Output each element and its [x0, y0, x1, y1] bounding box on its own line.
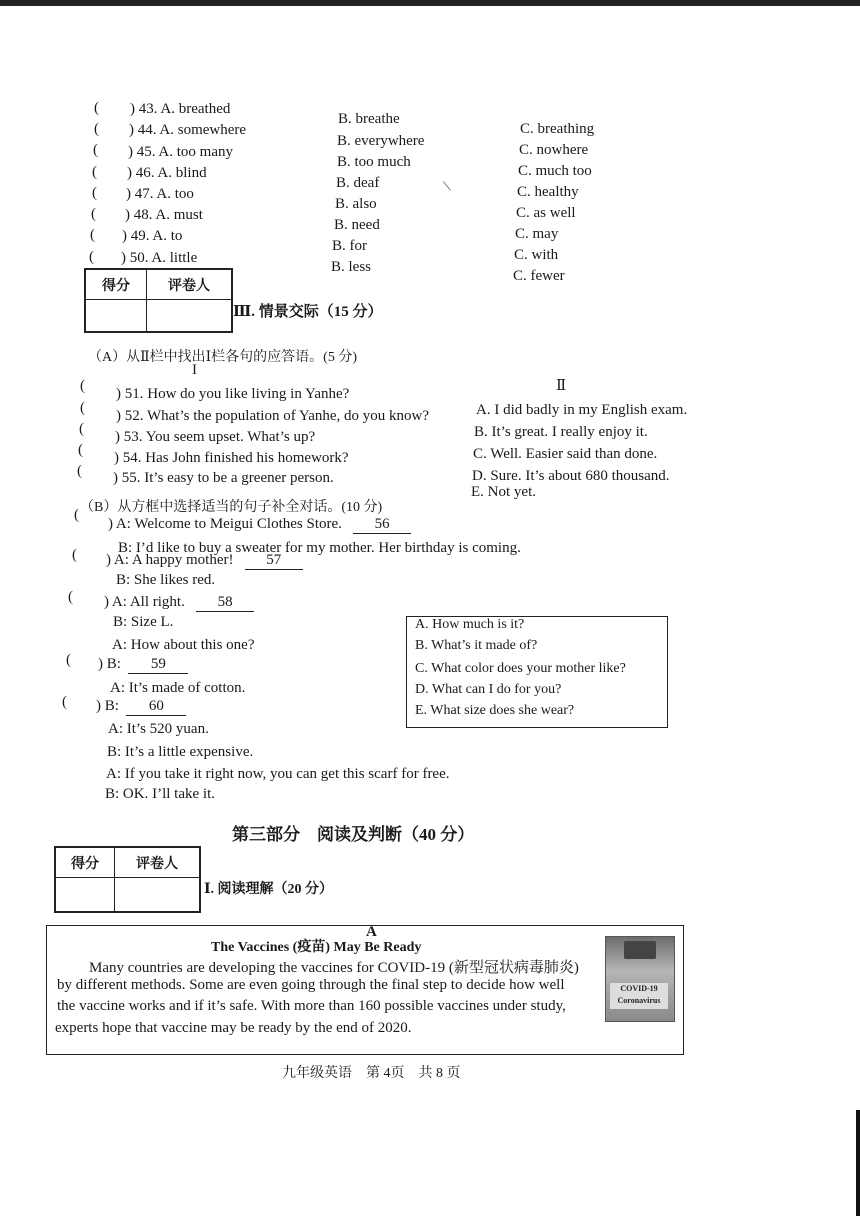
- cloze-option-b: B. need: [334, 217, 380, 233]
- cloze-option-c: C. may: [515, 226, 559, 242]
- blank-59[interactable]: 59: [128, 656, 188, 674]
- pen-mark: \: [442, 177, 453, 196]
- dialogue-line: B: She likes red.: [116, 572, 216, 588]
- question-52: ) 52. What’s the population of Yanhe, do you know?: [116, 408, 430, 424]
- dialogue-line: ) B: 59: [98, 656, 188, 674]
- paren: (: [80, 378, 85, 394]
- dialogue-line: B: OK. I’ll take it.: [105, 786, 215, 802]
- cloze-option-c: C. healthy: [517, 184, 579, 200]
- grader-cell[interactable]: [115, 878, 200, 912]
- page-footer: 九年级英语 第 4页 共 8 页: [282, 1066, 461, 1081]
- dialogue-line: ) A: Welcome to Meigui Clothes Store. 56: [108, 516, 411, 534]
- cloze-option-b: B. everywhere: [337, 133, 425, 149]
- paren: (: [72, 547, 77, 563]
- cloze-item-48: ) 48. A. must: [125, 207, 203, 223]
- cloze-option-c: C. nowhere: [519, 142, 589, 158]
- option-a: A. How much is it?: [415, 617, 525, 632]
- passage-title: The Vaccines (疫苗) May Be Ready: [211, 940, 422, 955]
- part-a-instruction: （A）从Ⅱ栏中找出Ⅰ栏各句的应答语。(5 分): [88, 350, 357, 365]
- passage-label-a: A: [366, 924, 377, 940]
- paren: (: [66, 652, 71, 668]
- paren: (: [74, 507, 79, 523]
- reading-passage: [46, 925, 684, 1055]
- blank-56[interactable]: 56: [353, 516, 411, 534]
- paren: (: [92, 164, 97, 180]
- answer-a: A. I did badly in my English exam.: [476, 402, 688, 418]
- cloze-option-b: B. too much: [337, 154, 411, 170]
- blank-58[interactable]: 58: [196, 594, 254, 612]
- cloze-option-b: B. for: [332, 238, 367, 254]
- options-box: [406, 616, 668, 728]
- dialogue-line: ) A: All right. 58: [104, 594, 254, 612]
- paren: (: [94, 100, 99, 116]
- cloze-option-c: C. with: [514, 247, 559, 263]
- reading-title: Ⅰ. 阅读理解（20 分）: [204, 882, 334, 897]
- cloze-item-50: ) 50. A. little: [121, 250, 198, 266]
- vial-cap: [624, 941, 656, 959]
- cloze-item-45: ) 45. A. too many: [128, 144, 233, 160]
- cloze-option-b: B. also: [335, 196, 377, 212]
- grader-cell[interactable]: [147, 300, 232, 332]
- cloze-item-47: ) 47. A. too: [126, 186, 194, 202]
- paren: (: [77, 463, 82, 479]
- answer-c: C. Well. Easier said than done.: [473, 446, 658, 462]
- passage-line: Many countries are developing the vaccines for COVID-19 (新型冠状病毒肺炎): [89, 960, 579, 976]
- score-cell[interactable]: [86, 300, 147, 332]
- score-header: 得分: [56, 848, 115, 878]
- passage-line: the vaccine works and if it’s safe. With more than 160 possible vaccines under study,: [57, 998, 566, 1014]
- section-title: Ⅲ. 情景交际（15 分）: [233, 304, 383, 320]
- option-e: E. What size does she wear?: [415, 703, 575, 718]
- cloze-item-46: ) 46. A. blind: [127, 165, 207, 181]
- blank-60[interactable]: 60: [126, 698, 186, 716]
- question-53: ) 53. You seem upset. What’s up?: [115, 429, 316, 445]
- cloze-option-b: B. breathe: [338, 111, 400, 127]
- grader-header: 评卷人: [147, 270, 232, 300]
- score-cell[interactable]: [56, 878, 115, 912]
- paren: (: [79, 421, 84, 437]
- dialogue-line: A: It’s 520 yuan.: [108, 721, 209, 737]
- paren: (: [80, 400, 85, 416]
- paren: (: [91, 206, 96, 222]
- dialogue-line: B: I’d like to buy a sweater for my mother. Her birthday is coming.: [118, 540, 521, 556]
- cloze-option-c: C. breathing: [520, 121, 595, 137]
- question-55: ) 55. It’s easy to be a greener person.: [113, 470, 334, 486]
- passage-line: experts hope that vaccine may be ready by the end of 2020.: [55, 1020, 412, 1036]
- cloze-option-c: C. much too: [518, 163, 592, 179]
- question-54: ) 54. Has John finished his homework?: [114, 450, 349, 466]
- paren: (: [92, 185, 97, 201]
- score-table: [54, 846, 201, 913]
- question-51: ) 51. How do you like living in Yanhe?: [116, 386, 350, 402]
- answer-b: B. It’s great. I really enjoy it.: [474, 424, 648, 440]
- column-i-label: I: [192, 362, 197, 378]
- part-b-instruction: （B）从方框中选择适当的句子补全对话。(10 分): [80, 500, 383, 515]
- cloze-item-44: ) 44. A. somewhere: [129, 122, 247, 138]
- cloze-option-b: B. deaf: [336, 175, 380, 191]
- vial-label: COVID-19 Coronavirus: [610, 983, 668, 1009]
- paren: (: [89, 249, 94, 265]
- cloze-option-c: C. as well: [516, 205, 576, 221]
- passage-line: by different methods. Some are even going through the final step to decide how well: [57, 977, 565, 993]
- paren: (: [90, 227, 95, 243]
- answer-e: E. Not yet.: [471, 484, 536, 500]
- answer-d: D. Sure. It’s about 680 thousand.: [472, 468, 670, 484]
- paren: (: [93, 142, 98, 158]
- cloze-item-49: ) 49. A. to: [122, 228, 183, 244]
- dialogue-line: A: It’s made of cotton.: [110, 680, 246, 696]
- dialogue-line: ) B: 60: [96, 698, 186, 716]
- scan-top-border: [0, 0, 860, 6]
- cloze-option-c: C. fewer: [513, 268, 565, 284]
- dialogue-line: A: How about this one?: [112, 637, 255, 653]
- score-header: 得分: [86, 270, 147, 300]
- score-table: [84, 268, 233, 333]
- option-d: D. What can I do for you?: [415, 682, 562, 697]
- part-three-title: 第三部分 阅读及判断（40 分）: [232, 825, 475, 844]
- column-ii-label: Ⅱ: [556, 378, 567, 394]
- scan-right-edge: [856, 1110, 860, 1216]
- dialogue-line: A: If you take it right now, you can get this scarf for free.: [106, 766, 450, 782]
- option-c: C. What color does your mother like?: [415, 661, 626, 676]
- dialogue-line: ) A: A happy mother! 57: [106, 552, 303, 570]
- dialogue-line: B: Size L.: [113, 614, 174, 630]
- cloze-option-b: B. less: [331, 259, 372, 275]
- paren: (: [62, 694, 67, 710]
- dialogue-line: B: It’s a little expensive.: [107, 744, 254, 760]
- paren: (: [94, 121, 99, 137]
- option-b: B. What’s it made of?: [415, 638, 538, 653]
- paren: (: [78, 442, 83, 458]
- paren: (: [68, 589, 73, 605]
- vaccine-image: [605, 936, 675, 1022]
- grader-header: 评卷人: [115, 848, 200, 878]
- cloze-item-43: ) 43. A. breathed: [130, 101, 231, 117]
- blank-57[interactable]: 57: [245, 552, 303, 570]
